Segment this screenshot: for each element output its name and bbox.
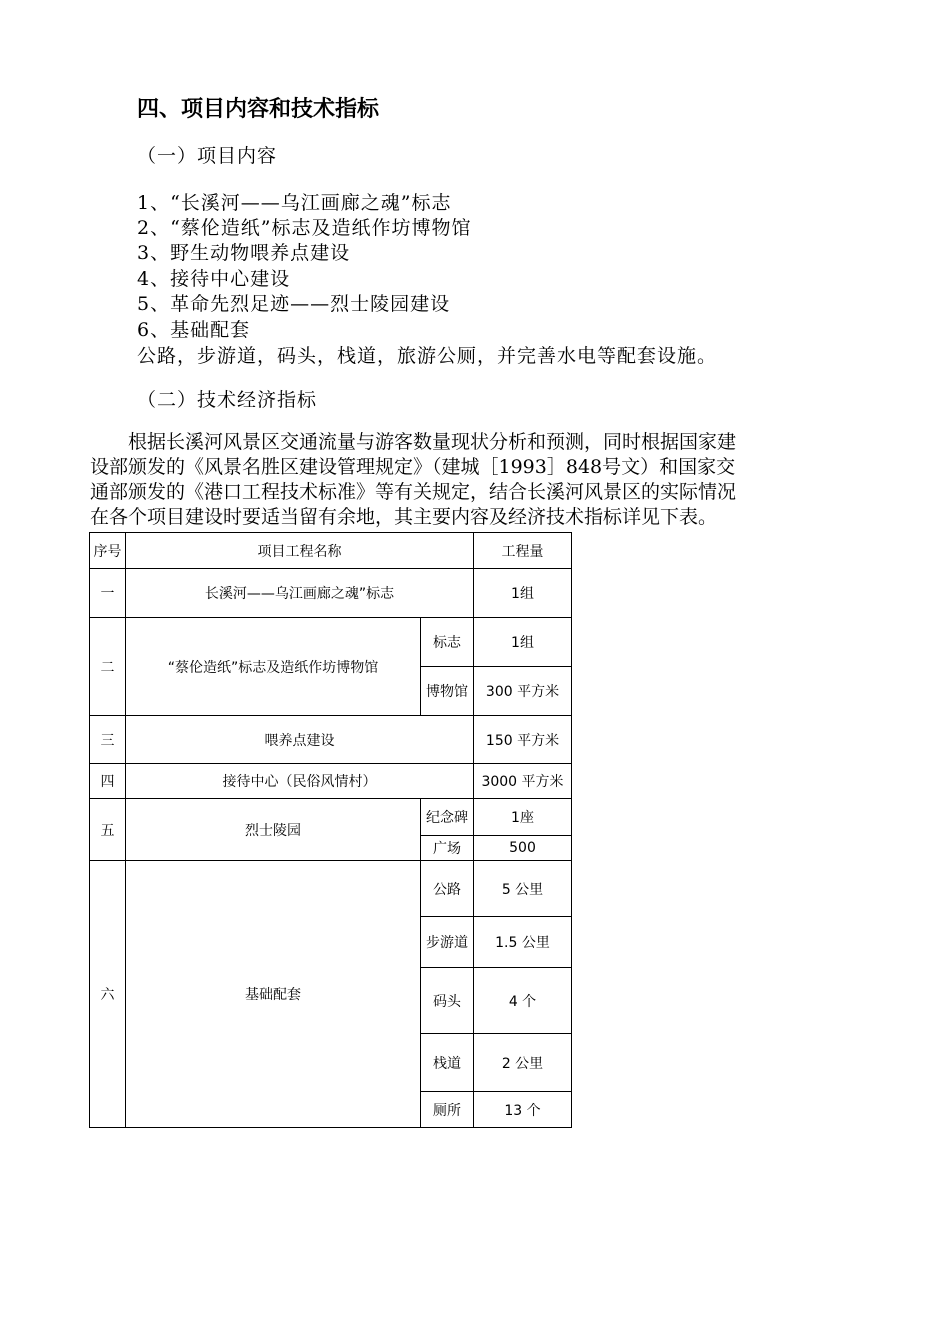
paragraph-line: 根据长溪河风景区交通流量与游客数量现状分析和预测，同时根据国家建 [90,431,737,453]
quantity-cell: 1组 [474,618,572,667]
row-number-cell: 一 [90,569,126,618]
item-name-cell: 长溪河——乌江画廊之魂”标志 [126,569,474,618]
quantity-cell: 300 平方米 [474,667,572,716]
quantity-cell: 1.5 公里 [474,917,572,968]
quantity-cell: 150 平方米 [474,716,572,764]
item-name-cell: “蔡伦造纸”标志及造纸作坊博物馆 [126,618,421,716]
item-name-cell: 喂养点建设 [126,716,474,764]
subsection-title-indicators: （二）技术经济指标 [137,389,318,411]
sub-item-cell: 厕所 [421,1092,474,1128]
sub-item-cell: 公路 [421,861,474,917]
body-paragraph [90,430,860,530]
row-number-cell: 三 [90,716,126,764]
header-cell: 序号 [90,533,126,569]
list-item: 5、革命先烈足迹——烈士陵园建设 [137,293,451,315]
paragraph-line: 在各个项目建设时要适当留有余地，其主要内容及经济技术指标详见下表。 [90,506,718,528]
list-item: 1、“长溪河——乌江画廊之魂”标志 [137,192,452,214]
subsection-title-content: （一）项目内容 [137,145,278,167]
quantity-cell: 2 公里 [474,1034,572,1092]
list-item: 3、野生动物喂养点建设 [137,242,351,264]
row-number-cell: 二 [90,618,126,716]
row-number-cell: 五 [90,799,126,861]
table-row [90,618,572,667]
sub-item-cell: 栈道 [421,1034,474,1092]
quantity-cell: 1座 [474,799,572,836]
item-name-cell: 基础配套 [126,861,421,1128]
sub-item-cell: 博物馆 [421,667,474,716]
sub-item-cell: 步游道 [421,917,474,968]
row-number-cell: 六 [90,861,126,1128]
facilities-note: 公路，步游道，码头，栈道，旅游公厕，并完善水电等配套设施。 [137,345,718,367]
section-heading: 四、项目内容和技术指标 [137,97,380,122]
sub-item-cell: 标志 [421,618,474,667]
sub-item-cell: 纪念碑 [421,799,474,836]
quantity-cell: 500 [474,836,572,861]
list-item: 4、接待中心建设 [137,268,291,290]
row-number-cell: 四 [90,764,126,799]
quantity-cell: 3000 平方米 [474,764,572,799]
indicators-table [89,532,572,1128]
item-name-cell: 接待中心（民俗风情村） [126,764,474,799]
header-cell: 工程量 [474,533,572,569]
quantity-cell: 5 公里 [474,861,572,917]
paragraph-line: 通部颁发的《港口工程技术标准》等有关规定，结合长溪河风景区的实际情况 [90,481,737,503]
quantity-cell: 13 个 [474,1092,572,1128]
table-row [90,861,572,917]
table-header-row [90,533,572,569]
sub-item-cell: 码头 [421,968,474,1034]
quantity-cell: 4 个 [474,968,572,1034]
table-row [90,716,572,764]
table-row [90,764,572,799]
list-item: 6、基础配套 [137,319,251,341]
header-cell: 项目工程名称 [126,533,474,569]
item-name-cell: 烈士陵园 [126,799,421,861]
quantity-cell: 1组 [474,569,572,618]
paragraph-line: 设部颁发的《风景名胜区建设管理规定》（建城［1993］848号文）和国家交 [90,456,736,478]
list-item: 2、“蔡伦造纸”标志及造纸作坊博物馆 [137,217,472,239]
sub-item-cell: 广场 [421,836,474,861]
table-row [90,569,572,618]
table-row [90,799,572,836]
